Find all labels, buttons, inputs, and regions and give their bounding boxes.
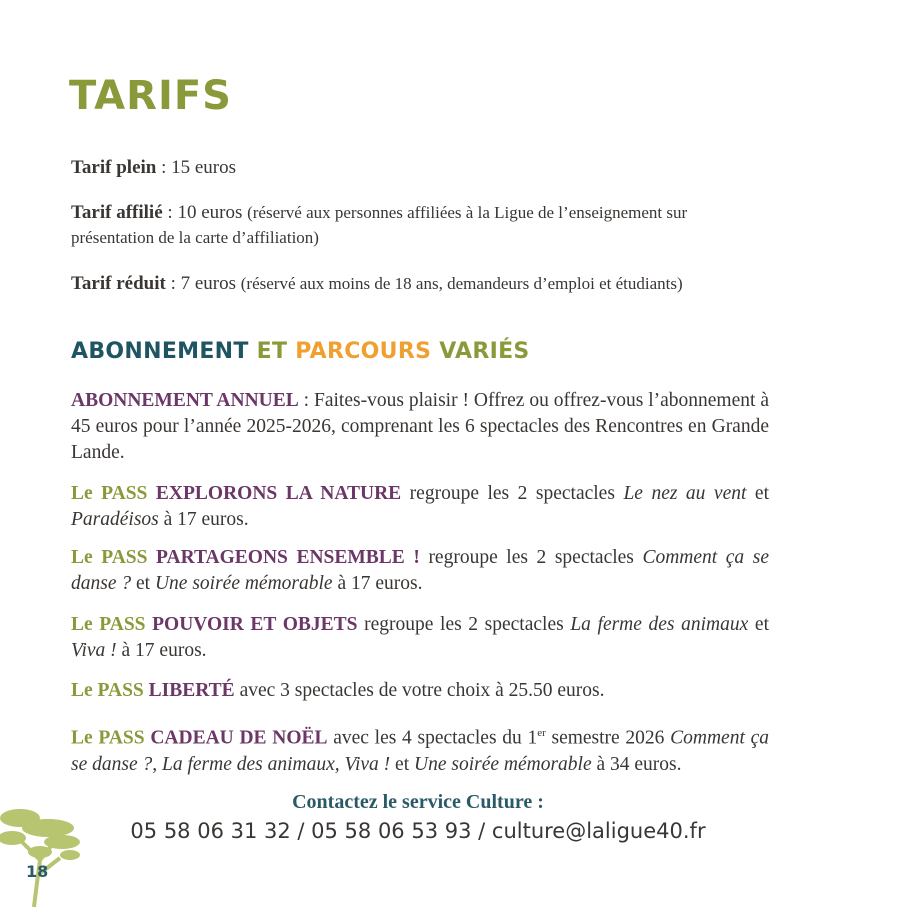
pass-text: et <box>390 753 414 775</box>
pass-text: à 17 euros. <box>332 573 423 594</box>
pass-ensemble <box>71 545 769 597</box>
pass-text: avec les 4 spectacles du 1 <box>327 727 538 749</box>
superscript: er <box>537 727 546 739</box>
heading-parcours: PARCOURS <box>295 339 432 364</box>
pass-liberte-name: LIBERTÉ <box>148 680 235 701</box>
pass-text: regroupe les 2 spectacles <box>357 614 571 635</box>
show-title: La ferme des animaux <box>570 614 749 635</box>
heading-et: ET <box>248 339 296 364</box>
page-number: 18 <box>26 862 49 881</box>
pass-prefix: Le PASS <box>71 727 151 749</box>
tarif-affilie-note: (réservé aux personnes affiliées à la Ligue de l’enseignement sur présentation de la carte d’affiliation) <box>71 203 688 247</box>
pass-text: regroupe les 2 spectacles <box>401 483 624 504</box>
pass-text: à 17 euros. <box>158 509 249 530</box>
separator: : <box>162 202 178 223</box>
tarif-affilie-value: 10 euros <box>177 202 243 223</box>
tarif-affilie <box>71 200 771 250</box>
pass-prefix: Le PASS <box>71 547 157 568</box>
pass-ensemble-name: PARTAGEONS ENSEMBLE ! <box>156 547 420 568</box>
abonnement-text: : Faites-vous plaisir ! Offrez ou offrez-vous l’abonnement à 45 euros pour l’année 2025-2026, comprenant les 6 spectacles des Rencontres en Grande Lande. <box>71 390 769 463</box>
abonnement-annuel <box>71 388 769 466</box>
pass-noel-name: CADEAU DE NOËL <box>150 727 328 749</box>
page-title: TARIFS <box>69 73 232 119</box>
pine-tree-icon <box>0 800 90 907</box>
tarif-affilie-label: Tarif affilié <box>71 202 163 223</box>
pass-liberte <box>71 678 769 704</box>
show-title: Comment ça se danse ?, La ferme des animaux, Viva ! <box>71 727 769 775</box>
pass-text: à 17 euros. <box>116 640 207 661</box>
show-title: Viva ! <box>71 640 117 661</box>
tarif-reduit-label: Tarif réduit <box>71 273 166 294</box>
pass-text: et <box>746 483 769 504</box>
separator: : <box>165 273 181 294</box>
heading-abonnement: ABONNEMENT <box>71 339 249 364</box>
pass-prefix: Le PASS <box>71 614 153 635</box>
pass-nature-name: EXPLORONS LA NATURE <box>155 483 402 504</box>
pass-objets <box>71 612 769 664</box>
pass-text: semestre 2026 <box>545 727 671 749</box>
pass-noel <box>71 720 769 778</box>
pass-objets-name: POUVOIR ET OBJETS <box>152 614 358 635</box>
pass-text: regroupe les 2 spectacles <box>419 547 643 568</box>
show-title: Comment ça se danse ? <box>71 547 769 594</box>
pass-text: à 34 euros. <box>591 753 682 775</box>
pass-prefix: Le PASS <box>71 483 156 504</box>
pass-text: et <box>748 614 769 635</box>
pass-text: et <box>131 573 155 594</box>
show-title: Une soirée mémorable <box>154 573 333 594</box>
show-title: Une soirée mémorable <box>414 753 592 775</box>
contact-title: Contactez le service Culture : <box>292 791 544 813</box>
separator: : <box>156 157 172 178</box>
tarif-reduit-value: 7 euros <box>180 273 237 294</box>
tarif-plein-value: 15 euros <box>171 157 237 178</box>
section-heading <box>71 339 530 365</box>
abonnement-label: ABONNEMENT ANNUEL <box>71 390 299 411</box>
tarif-plein <box>71 155 771 180</box>
pass-prefix: Le PASS <box>71 680 149 701</box>
show-title: Le nez au vent <box>623 483 747 504</box>
heading-varies: VARIÉS <box>431 339 530 364</box>
tarif-reduit <box>71 271 771 296</box>
tarif-reduit-note: (réservé aux moins de 18 ans, demandeurs d’emploi et étudiants) <box>240 274 683 293</box>
contact-details: 05 58 06 31 32 / 05 58 06 53 93 / culture@laligue40.fr <box>130 819 706 843</box>
tarif-plein-label: Tarif plein <box>71 157 157 178</box>
show-title: Paradéisos <box>71 509 159 530</box>
pass-text: avec 3 spectacles de votre choix à 25.50 euros. <box>234 680 605 701</box>
pass-nature <box>71 481 769 533</box>
